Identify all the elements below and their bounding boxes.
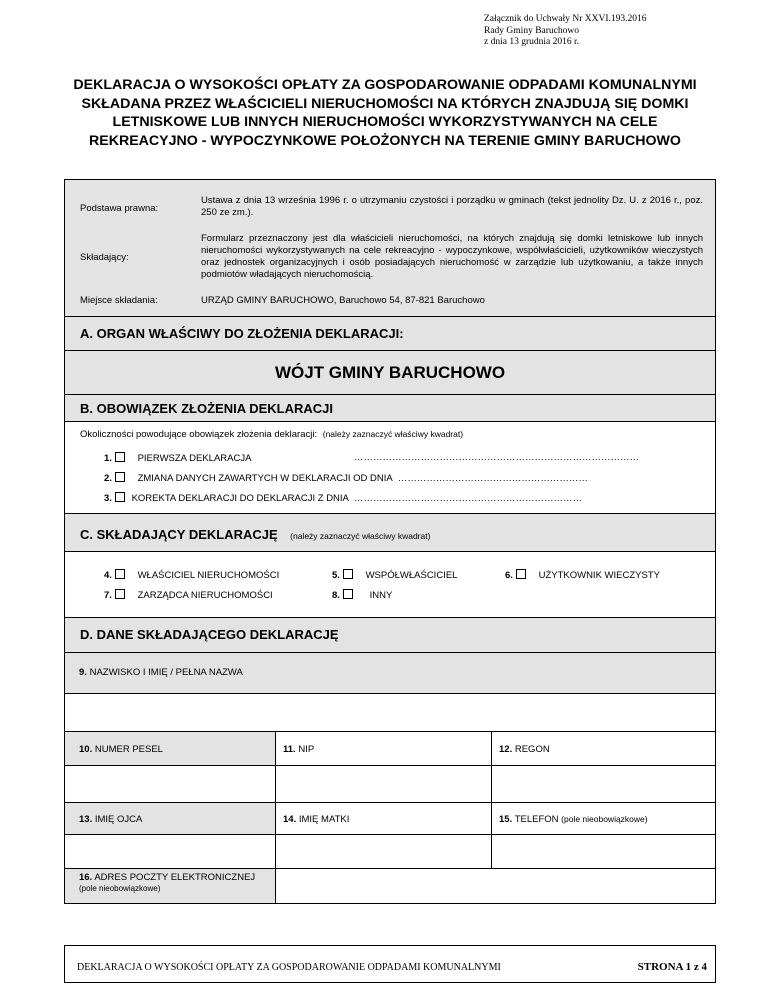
field-number: 15.: [499, 814, 513, 825]
field-16-note: (pole nieobowiązkowe): [79, 883, 161, 893]
option-number: 4.: [104, 570, 112, 581]
option-label: KOREKTA DEKLARACJI DO DEKLARACJI Z DNIA: [131, 493, 349, 504]
page-number: STRONA 1 z 4: [637, 961, 707, 973]
option-number: 6.: [505, 570, 513, 581]
checkbox-manager[interactable]: [115, 589, 125, 599]
circumstances-line: [80, 429, 463, 440]
checkbox-co-owner[interactable]: [343, 569, 353, 579]
checkbox-other[interactable]: [343, 589, 353, 599]
circumstances-hint: (należy zaznaczyć właściwy kwadrat): [322, 429, 464, 439]
email-input[interactable]: [275, 868, 716, 904]
field-number: 16.: [79, 872, 93, 883]
attachment-line-3: z dnia 13 grudnia 2016 r.: [484, 37, 579, 47]
option-label: PIERWSZA DEKLARACJA: [137, 453, 252, 464]
field-number: 14.: [283, 814, 297, 825]
option-number: 2.: [104, 473, 112, 484]
field-15-note: (pole nieobowiązkowe): [561, 814, 648, 824]
checkbox-correction[interactable]: [115, 492, 125, 502]
attachment-line-2: Rady Gminy Baruchowo: [484, 25, 579, 36]
field-10-label-cell: [64, 731, 276, 766]
field-9-label-cell: [64, 652, 716, 694]
attachment-line-1: Załącznik do Uchwały Nr XXVI.193.2016: [484, 14, 647, 24]
filer-option-8[interactable]: [332, 589, 392, 601]
legal-basis-text: Ustawa z dnia 13 września 1996 r. o utrzymaniu czystości i porządku w gminach (tekst jednolity Dz. U. z 2016 r., poz. 250 ze zm.).: [201, 195, 703, 218]
phone-input[interactable]: [491, 834, 716, 869]
filer-option-6[interactable]: [505, 569, 660, 581]
field-14-label: IMIĘ MATKI: [298, 814, 350, 825]
option-label: WŁAŚCICIEL NIERUCHOMOŚCI: [137, 570, 280, 581]
nip-input[interactable]: [275, 765, 492, 803]
declaration-option-3[interactable]: [104, 492, 582, 504]
checkbox-owner[interactable]: [115, 569, 125, 579]
document-title: DEKLARACJA O WYSOKOŚCI OPŁATY ZA GOSPODAROWANIE ODPADAMI KOMUNALNYMI SKŁADANA PRZEZ WŁAŚCICIELI NIERUCHOMOŚCI NA KTÓRYCH ZNAJDUJĄ SIĘ DOMKI LETNISKOWE LUB INNYCH NIERUCHOMOŚCI WYKORZYSTYWANYCH NA CELE REKREACYJNO - WYPOCZYNKOWE POŁOŻONYCH NA TERENIE GMINY BARUCHOWO: [73, 77, 697, 149]
field-13-label: IMIĘ OJCA: [94, 814, 143, 825]
field-number: 9.: [79, 667, 87, 678]
field-9-label: NAZWISKO I IMIĘ / PEŁNA NAZWA: [89, 667, 243, 678]
option-number: 1.: [104, 453, 112, 464]
declaration-option-1[interactable]: [104, 452, 251, 464]
footer-text: DEKLARACJA O WYSOKOŚCI OPŁATY ZA GOSPODAROWANIE ODPADAMI KOMUNALNYMI: [77, 962, 501, 973]
option-dots: ………………………………………………………………: [354, 493, 583, 504]
legal-basis-label: Podstawa prawna:: [80, 203, 159, 214]
declaration-option-2[interactable]: [104, 472, 588, 484]
option-number: 5.: [332, 570, 340, 581]
section-a-header: A. ORGAN WŁAŚCIWY DO ZŁOŻENIA DEKLARACJI:: [80, 326, 404, 341]
checkbox-data-change[interactable]: [115, 472, 125, 482]
circumstances-text: Okoliczności powodujące obowiązek złożenia deklaracji:: [80, 429, 318, 440]
option-label: ZARZĄDCA NIERUCHOMOŚCI: [137, 590, 273, 601]
filer-label: Składający:: [80, 252, 129, 263]
section-d-header: D. DANE SKŁADAJĄCEGO DEKLARACJĘ: [80, 627, 339, 642]
section-c-hint: (należy zaznaczyć właściwy kwadrat): [290, 531, 431, 541]
checkbox-first-declaration[interactable]: [115, 452, 125, 462]
option-label: WSPÓŁWŁAŚCICIEL: [365, 570, 458, 581]
option-label: INNY: [369, 590, 393, 601]
place-label: Miejsce składania:: [80, 295, 158, 306]
filer-option-4[interactable]: [104, 569, 279, 581]
field-15-label-cell: [491, 802, 716, 835]
option-number: 7.: [104, 590, 112, 601]
page-footer: [64, 945, 716, 983]
field-16-label: ADRES POCZTY ELEKTRONICZNEJ: [94, 872, 256, 883]
field-number: 12.: [499, 744, 513, 755]
field-15-label: TELEFON: [514, 814, 559, 825]
field-12-label-cell: [491, 731, 716, 766]
field-10-label: NUMER PESEL: [94, 744, 163, 755]
place-text: URZĄD GMINY BARUCHOWO, Baruchowo 54, 87-821 Baruchowo: [201, 295, 485, 306]
attachment-note: [484, 14, 724, 49]
section-c-body: [64, 551, 716, 618]
filer-text: Formularz przeznaczony jest dla właścicieli nieruchomości, na których znajdują się domki letniskowe lub innych nieruchomości wykorzystywanych na cele rekreacyjno - wypoczynkowe, współwłaścicieli, użytkowników wieczystych oraz jednostek organizacyjnych i osób posiadających nieruchomość w zarządzie lub użytkowaniu, a także innych podmiotów władających nieruchomością.: [201, 233, 703, 280]
option-number: 8.: [332, 590, 340, 601]
father-name-input[interactable]: [64, 834, 276, 869]
field-12-label: REGON: [514, 744, 550, 755]
field-number: 10.: [79, 744, 93, 755]
organ-name: WÓJT GMINY BARUCHOWO: [274, 363, 506, 382]
declaration-option-1-dots: ………………………………………………………………………………: [354, 452, 639, 463]
full-name-input[interactable]: [64, 693, 716, 732]
option-label: ZMIANA DANYCH ZAWARTYCH W DEKLARACJI OD DNIA: [137, 473, 393, 484]
field-11-label-cell: [275, 731, 492, 766]
section-c-header-line: [80, 526, 430, 544]
field-number: 11.: [283, 744, 296, 755]
section-c-header: C. SKŁADAJĄCY DEKLARACJĘ: [80, 527, 278, 542]
field-14-label-cell: [275, 802, 492, 835]
field-number: 13.: [79, 814, 93, 825]
field-16-label-cell: [64, 868, 276, 904]
section-b-header: B. OBOWIĄZEK ZŁOŻENIA DEKLARACJI: [80, 401, 334, 416]
option-dots: ……………………………………………………: [397, 473, 588, 484]
filer-option-7[interactable]: [104, 589, 273, 601]
field-11-label: NIP: [298, 744, 315, 755]
filer-option-5[interactable]: [332, 569, 457, 581]
mother-name-input[interactable]: [275, 834, 492, 869]
regon-input[interactable]: [491, 765, 716, 803]
pesel-input[interactable]: [64, 765, 276, 803]
field-13-label-cell: [64, 802, 276, 835]
option-label: UŻYTKOWNIK WIECZYSTY: [538, 570, 660, 581]
option-number: 3.: [104, 493, 112, 504]
checkbox-perpetual-user[interactable]: [516, 569, 526, 579]
